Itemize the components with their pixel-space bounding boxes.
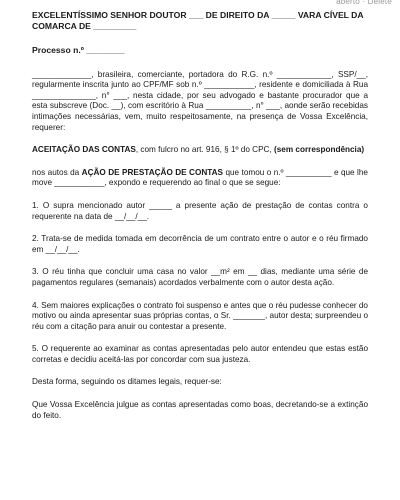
case-title: AÇÃO DE PRESTAÇÃO DE CONTAS: [81, 167, 224, 177]
top-toolbar: [0, 0, 400, 8]
toolbar-text[interactable]: aberto · Delete: [336, 0, 392, 6]
action-paragraph: [32, 145, 368, 156]
action-title: ACEITAÇÃO DAS CONTAS: [32, 145, 136, 155]
process-number: Processo n.º ________: [32, 45, 125, 55]
numbered-item-4: 4. Sem maiores explicações o contrato foi suspenso e antes que o réu pudesse conhecer do motivo ou ainda apresentar suas próprias contas, o Sr. _______, autor desta; surpreendeu o réu com a citação para anuir ou contestar a presente.: [32, 300, 368, 331]
numbered-item-5: 5. O requerente ao examinar as contas apresentadas pelo autor entendeu que estas estão corretas e decidiu aceitá-las por concordar com sua justeza.: [32, 344, 368, 364]
case-paragraph: [32, 168, 368, 189]
document-body: [32, 10, 368, 421]
numbered-item-2: 2. Trata-se de medida tomada em decorrência de um contrato entre o autor e o réu firmado em __/__/__.: [32, 234, 368, 254]
numbered-item-1: 1. O supra mencionado autor _____ a presente ação de prestação de contas contra o requerente na data de __/__/__.: [32, 200, 368, 221]
action-legal-basis: , com fulcro no art. 916, § 1º do CPC,: [135, 145, 275, 155]
action-note: (sem correspondência): [274, 145, 365, 155]
case-suffix: que tomou o n.º __________ e que lhe move ___________, expondo e requerendo ao final o que se segue:: [32, 167, 368, 188]
numbered-item-3: 3. O réu tinha que concluir uma casa no valor __m² em __ dias, mediante uma série de pagamentos regulares (semanais) acordados verbalmente com o autor desta ação.: [32, 267, 368, 287]
document-heading: EXCELENTÍSSIMO SENHOR DOUTOR ___ DE DIREITO DA _____ VARA CÍVEL DA COMARCA DE _________: [32, 10, 364, 31]
request-intro: Desta forma, seguindo os ditames legais, requer-se:: [32, 377, 222, 387]
intro-paragraph: _____________, brasileira, comerciante, portadora do R.G. n.º ____________, SSP/__, regularmente inscrita junto ao CPF/MF sob n.º ___________, residente e domiciliada à Rua ______________, n° ___, nesta cidade, por seu advogado e bastante procurador que a esta subscreve (Doc. __), com escritório à Rua __________, n° ___, aonde serão recebidas intimações necessárias, vem, muito respeitosamente, na presença de Vossa Excelência, requerer:: [32, 69, 368, 132]
case-prefix: nos autos da: [32, 167, 82, 177]
final-request: Que Vossa Excelência julgue as contas apresentadas como boas, decretando-se a extinção do feito.: [32, 400, 368, 420]
